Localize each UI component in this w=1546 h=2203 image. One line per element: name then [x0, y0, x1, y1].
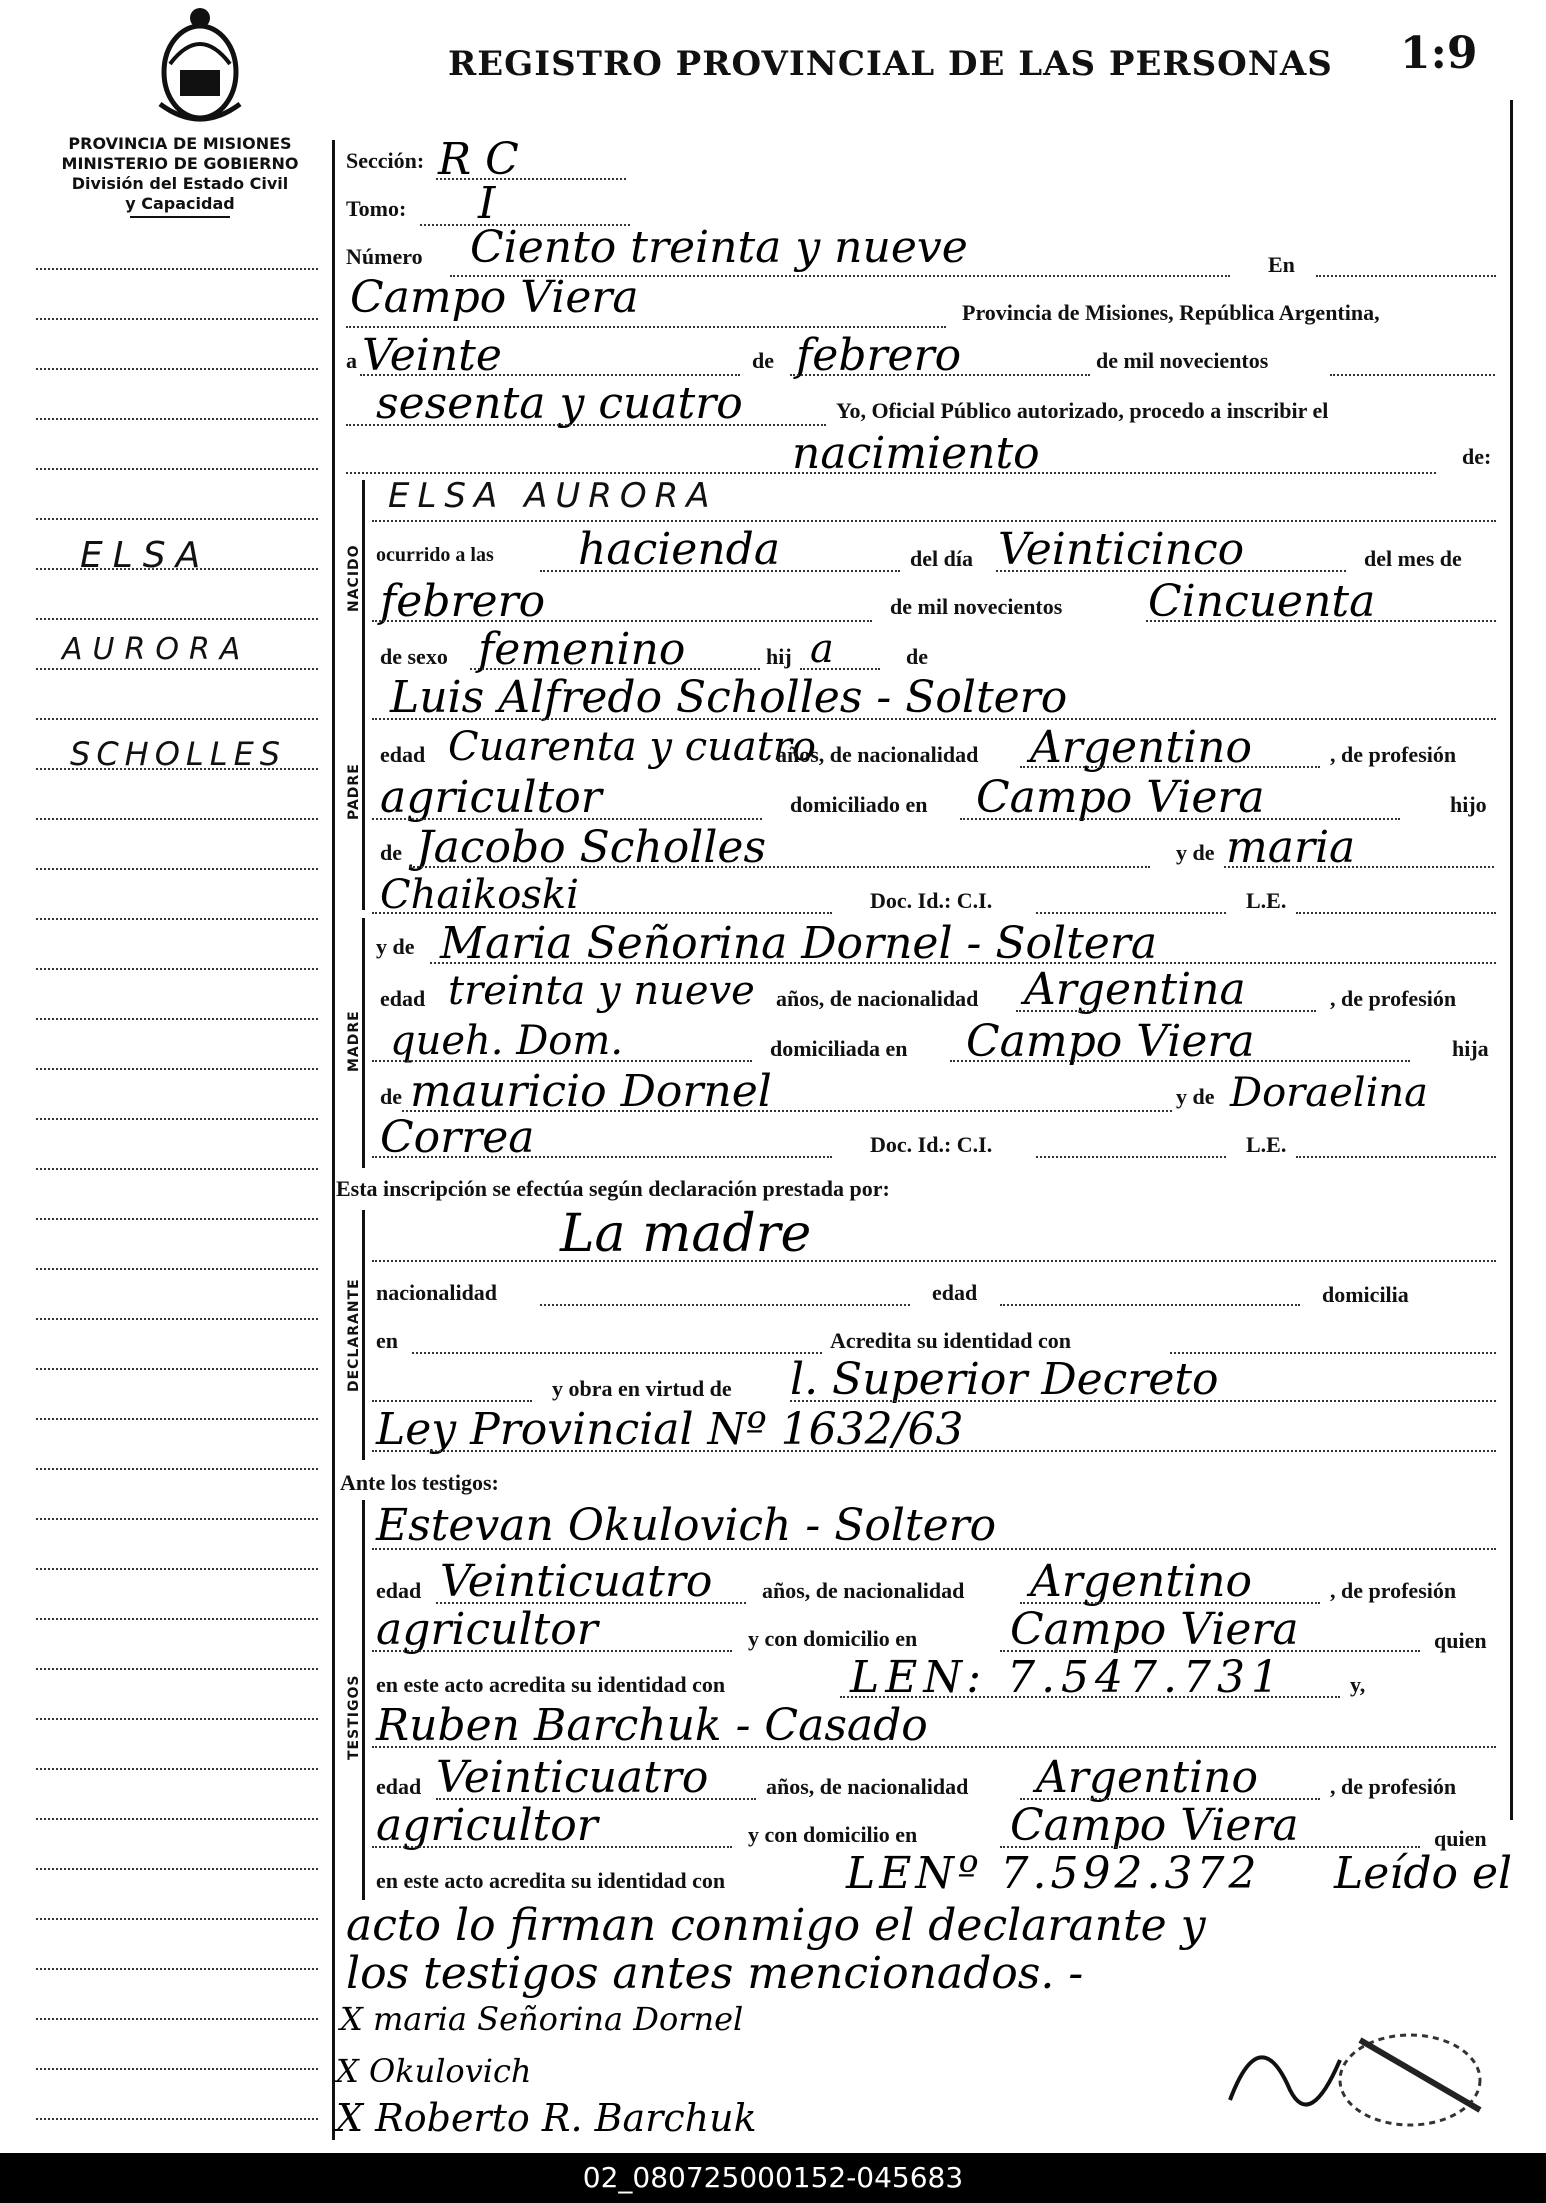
- padre-le-label: L.E.: [1246, 888, 1287, 913]
- padre-prof-label: , de profesión: [1330, 742, 1457, 767]
- testigo2-edad-value: Veinticuatro: [436, 1752, 709, 1803]
- anio-value: Cincuenta: [1148, 576, 1376, 627]
- margin-rule-line: [36, 1368, 318, 1370]
- testigo2-name: Ruben Barchuk - Casado: [376, 1700, 928, 1751]
- testigo1-doc-value: LEN: 7.547.731: [850, 1652, 1286, 1703]
- margin-rule-line: [36, 1468, 318, 1470]
- madre-yde2-label: y de: [1176, 1084, 1215, 1109]
- closing-1: Leído el: [1334, 1848, 1513, 1899]
- margin-rule-line: [36, 468, 318, 470]
- padre-side-label: PADRE: [346, 763, 362, 820]
- declarante-ley-value: Ley Provincial Nº 1632/63: [376, 1404, 964, 1455]
- margin-rule-line: [36, 418, 318, 420]
- margin-rule-line: [36, 1118, 318, 1120]
- declarante-intro: Esta inscripción se efectúa según declaración prestada por:: [336, 1176, 890, 1201]
- margin-rule-line: [36, 1018, 318, 1020]
- testigo1-name: Estevan Okulovich - Soltero: [376, 1500, 997, 1551]
- declarante-en-label: en: [376, 1328, 398, 1353]
- margin-rule-line: [36, 368, 318, 370]
- madre-le-label: L.E.: [1246, 1132, 1287, 1157]
- de-label: de: [752, 348, 774, 373]
- padre-doc-label: Doc. Id.: C.I.: [870, 888, 993, 913]
- declarante-side-label: DECLARANTE: [346, 1278, 362, 1392]
- madre-de-label: de: [380, 1084, 402, 1109]
- padre-madre-value: maria: [1226, 822, 1356, 873]
- margin-name-1: ELSA: [80, 535, 211, 576]
- left-border: [332, 140, 335, 2140]
- testigos-intro: Ante los testigos:: [340, 1470, 499, 1495]
- nacido-de-label: de: [906, 644, 928, 669]
- declarante-edad-label: edad: [932, 1280, 978, 1305]
- numero-label: Número: [346, 244, 423, 269]
- margin-name-3: SCHOLLES: [70, 735, 287, 773]
- margin-rule-line: [36, 968, 318, 970]
- margin-rule-line: [36, 2018, 318, 2020]
- madre-padre-value: mauricio Dornel: [410, 1066, 772, 1117]
- declarante-domicilia-label: domicilia: [1322, 1282, 1409, 1307]
- testigos-side-label: TESTIGOS: [346, 1674, 362, 1760]
- signature-2: X Okulovich: [336, 2052, 532, 2090]
- agency-line: División del Estado Civil: [71, 174, 289, 193]
- page-number: 1:9: [1400, 28, 1478, 79]
- margin-rule-line: [36, 868, 318, 870]
- padre-dom-label: domiciliado en: [790, 792, 928, 817]
- margin-rule-line: [36, 2118, 318, 2120]
- testigo1-nac-label: años, de nacionalidad: [762, 1578, 965, 1603]
- declarante-value: La madre: [560, 1204, 812, 1264]
- madre-nac-label: años, de nacionalidad: [776, 986, 979, 1011]
- testigo2-quien-label: quien: [1434, 1826, 1487, 1851]
- tomo-value: I: [478, 178, 496, 229]
- margin-rule-line: [36, 618, 318, 620]
- madre-hija-label: hija: [1452, 1036, 1489, 1061]
- act-value: nacimiento: [792, 428, 1040, 479]
- testigo1-quien-label: quien: [1434, 1628, 1487, 1653]
- provincia-text: Provincia de Misiones, República Argentina,: [962, 300, 1380, 325]
- padre-name: Luis Alfredo Scholles - Soltero: [390, 672, 1068, 723]
- margin-rule-line: [36, 2068, 318, 2070]
- padre-edad-value: Cuarenta y cuatro: [448, 724, 817, 770]
- margin-rule-line: [36, 718, 318, 720]
- document-title: REGISTRO PROVINCIAL DE LAS PERSONAS: [448, 44, 1333, 84]
- testigo1-prof-value: agricultor: [376, 1604, 598, 1655]
- dia-value: Veinticinco: [998, 524, 1245, 575]
- testigo2-dom-value: Campo Viera: [1010, 1800, 1299, 1851]
- agency-line: MINISTERIO DE GOBIERNO: [61, 154, 299, 173]
- madre-side-label: MADRE: [346, 1010, 362, 1072]
- place-value: Campo Viera: [350, 272, 639, 323]
- testigo1-prof-label: , de profesión: [1330, 1578, 1457, 1603]
- testigo2-dom-label: y con domicilio en: [748, 1822, 918, 1847]
- right-border: [1510, 100, 1513, 1820]
- madre-edad-label: edad: [380, 986, 426, 1011]
- madre-madre-value: Doraelina: [1230, 1070, 1428, 1116]
- ocurrido-label: ocurrido a las: [376, 544, 494, 566]
- testigo2-doc-value: LENº 7.592.372: [846, 1848, 1261, 1899]
- padre-padre-value: Jacobo Scholles: [416, 822, 767, 873]
- nacido-side-label: NACIDO: [346, 544, 362, 612]
- declarante-nac-label: nacionalidad: [376, 1280, 498, 1305]
- margin-rule-line: [36, 1868, 318, 1870]
- margin-rule-line: [36, 1418, 318, 1420]
- margin-rule-line: [36, 1268, 318, 1270]
- madre-nac-value: Argentina: [1024, 964, 1246, 1015]
- hora-value: hacienda: [578, 524, 781, 575]
- padre-prof-value: agricultor: [380, 772, 602, 823]
- signature-3: X Roberto R. Barchuk: [336, 2096, 757, 2140]
- madre-dom-label: domiciliada en: [770, 1036, 908, 1061]
- day-value: Veinte: [362, 330, 502, 381]
- testigo1-nac-value: Argentino: [1030, 1556, 1252, 1607]
- de-colon: de:: [1462, 444, 1492, 469]
- testigo1-edad-label: edad: [376, 1578, 422, 1603]
- margin-rule-line: [36, 1968, 318, 1970]
- madre-yde-label: y de: [376, 934, 415, 959]
- padre-yde-label: y de: [1176, 840, 1215, 865]
- agency-block: [40, 134, 320, 218]
- margin-rule-line: [36, 1218, 318, 1220]
- margin-rule-line: [36, 1718, 318, 1720]
- testigo1-acredita-label: en este acto acredita su identidad con: [376, 1672, 726, 1697]
- testigo1-edad-value: Veinticuatro: [440, 1556, 713, 1607]
- declarante-acredita-label: Acredita su identidad con: [830, 1328, 1072, 1353]
- madre-madre2-value: Correa: [380, 1112, 535, 1163]
- agency-line: PROVINCIA DE MISIONES: [68, 134, 292, 153]
- margin-rule-line: [36, 1568, 318, 1570]
- madre-edad-value: treinta y nueve: [448, 968, 755, 1014]
- padre-nac-label: años, de nacionalidad: [776, 742, 979, 767]
- padre-dom-value: Campo Viera: [976, 772, 1265, 823]
- madre-prof-label: , de profesión: [1330, 986, 1457, 1011]
- testigo1-y-label: y,: [1350, 1672, 1366, 1697]
- padre-edad-label: edad: [380, 742, 426, 767]
- testigo2-edad-label: edad: [376, 1774, 422, 1799]
- mes-label: del mes de: [1364, 546, 1462, 571]
- sexo-label: de sexo: [380, 644, 448, 669]
- document-id-footer: 02_080725000152-045683: [0, 2153, 1546, 2203]
- margin-rule-line: [36, 268, 318, 270]
- margin-rule-line: [36, 1068, 318, 1070]
- madre-dom-value: Campo Viera: [966, 1016, 1255, 1067]
- a-label: a: [346, 348, 357, 373]
- margin-rule-line: [36, 1518, 318, 1520]
- sexo-value: femenino: [478, 624, 686, 675]
- margin-rule-line: [36, 318, 318, 320]
- testigo2-nac-label: años, de nacionalidad: [766, 1774, 969, 1799]
- month-value: febrero: [796, 330, 962, 381]
- coat-of-arms-icon: [150, 4, 250, 129]
- mes-value: febrero: [380, 576, 546, 627]
- margin-rule-line: [36, 818, 318, 820]
- dia-label: del día: [910, 546, 973, 571]
- tomo-label: Tomo:: [346, 196, 407, 221]
- margin-rule-line: [36, 1818, 318, 1820]
- seccion-value: R C: [438, 134, 519, 185]
- numero-value: Ciento treinta y nueve: [470, 222, 968, 273]
- testigo1-dom-value: Campo Viera: [1010, 1604, 1299, 1655]
- nacido-name: ELSA AURORA: [388, 476, 718, 516]
- margin-name-2: AURORA: [62, 632, 251, 667]
- oficial-text: Yo, Oficial Público autorizado, procedo a inscribir el: [836, 398, 1329, 423]
- margin-rule-line: [36, 1618, 318, 1620]
- margin-rule-line: [36, 668, 318, 670]
- madre-doc-label: Doc. Id.: C.I.: [870, 1132, 993, 1157]
- seccion-label: Sección:: [346, 148, 425, 173]
- hij-value: a: [810, 626, 834, 672]
- padre-hijo-label: hijo: [1450, 792, 1487, 817]
- madre-prof-value: queh. Dom.: [390, 1018, 624, 1064]
- padre-nac-value: Argentino: [1030, 722, 1252, 773]
- mil-novecientos: de mil novecientos: [1096, 348, 1269, 373]
- agency-line: y Capacidad: [125, 194, 235, 213]
- signature-1: X maria Señorina Dornel: [340, 2000, 744, 2038]
- testigo2-nac-value: Argentino: [1036, 1752, 1258, 1803]
- margin-rule-line: [36, 1318, 318, 1320]
- declarante-obra-value: l. Superior Decreto: [790, 1354, 1219, 1405]
- margin-rule-line: [36, 1168, 318, 1170]
- padre-de-label: de: [380, 840, 402, 865]
- en-label: En: [1268, 252, 1295, 277]
- testigo1-dom-label: y con domicilio en: [748, 1626, 918, 1651]
- closing-2: acto lo firman conmigo el declarante y: [346, 1900, 1206, 1951]
- testigo2-acredita-label: en este acto acredita su identidad con: [376, 1868, 726, 1893]
- margin-rule-line: [36, 1918, 318, 1920]
- margin-rule-line: [36, 1768, 318, 1770]
- closing-3: los testigos antes mencionados. -: [346, 1948, 1084, 1999]
- official-signature-mark: [1200, 2000, 1500, 2150]
- testigo2-prof-label: , de profesión: [1330, 1774, 1457, 1799]
- declarante-obra-label: y obra en virtud de: [552, 1376, 732, 1401]
- testigo2-prof-value: agricultor: [376, 1800, 598, 1851]
- year-value: sesenta y cuatro: [376, 378, 743, 429]
- mil-label: de mil novecientos: [890, 594, 1063, 619]
- hij-label: hij: [766, 644, 792, 669]
- margin-rule-line: [36, 918, 318, 920]
- margin-rule-line: [36, 1668, 318, 1670]
- madre-name: Maria Señorina Dornel - Soltera: [440, 918, 1158, 969]
- margin-rule-line: [36, 518, 318, 520]
- padre-madre2-value: Chaikoski: [380, 872, 579, 918]
